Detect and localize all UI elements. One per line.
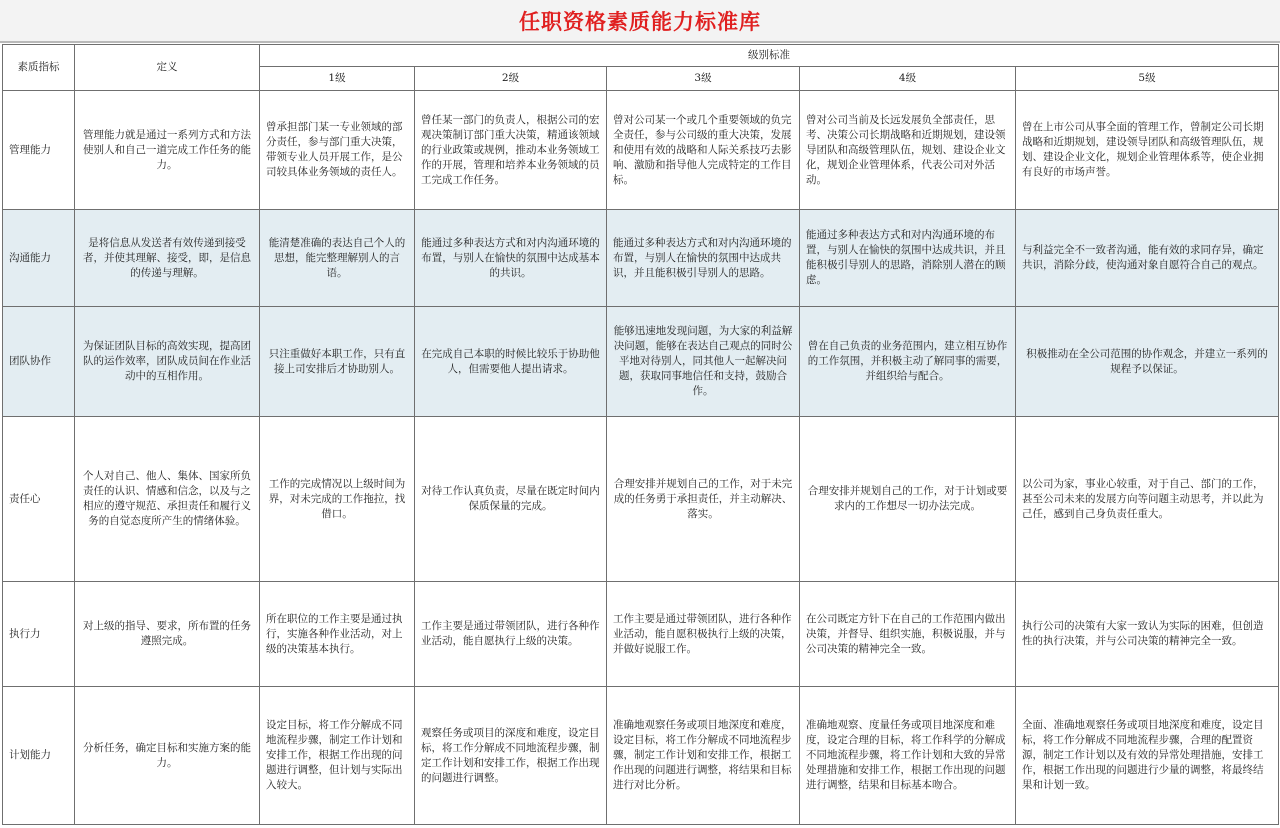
table-row <box>3 687 1279 825</box>
row-label: 沟通能力 <box>3 210 75 307</box>
level-cell: 曾对公司某一个或几个重要领域的负完全责任，参与公司级的重大决策，发展和使用有效的战略和人际关系技巧去影响、激励和指导他人完成特定的工作目标。 <box>607 91 800 210</box>
level-cell: 能通过多种表达方式和对内沟通环境的布置，与别人在愉快的氛围中达成基本的共识。 <box>415 210 607 307</box>
level-cell: 全面、准确地观察任务或项目地深度和难度，设定目标，将工作分解成不同地流程步骤，合理的配置资源，制定工作计划以及有效的异常处理措施，安排工作，根据工作出现的问题进行少量的调整，将最终结果和计划一致。 <box>1016 687 1279 825</box>
level-cell: 曾对公司当前及长远发展负全部责任，思考、决策公司长期战略和近期规划，建设领导团队和高级管理队伍，规划、建设企业文化，规划企业管理体系，代表公司对外活动。 <box>800 91 1016 210</box>
row-definition: 对上级的指导、要求，所布置的任务遵照完成。 <box>75 582 260 687</box>
level-cell: 所在职位的工作主要是通过执行，实施各种作业活动，对上级的决策基本执行。 <box>260 582 415 687</box>
header-level-3: 3级 <box>607 67 800 91</box>
level-cell: 与利益完全不一致者沟通，能有效的求同存异，确定共识，消除分歧，使沟通对象自愿符合自己的观点。 <box>1016 210 1279 307</box>
level-cell: 对待工作认真负责，尽量在既定时间内保质保量的完成。 <box>415 417 607 582</box>
level-cell: 设定目标，将工作分解成不同地流程步骤，制定工作计划和安排工作，根据工作出现的问题进行调整，但计划与实际出入较大。 <box>260 687 415 825</box>
level-cell: 工作主要是通过带领团队，进行各种作业活动，能自愿积极执行上级的决策，并做好说服工作。 <box>607 582 800 687</box>
header-level-5: 5级 <box>1016 67 1279 91</box>
level-cell: 只注重做好本职工作，只有直接上司安排后才协助别人。 <box>260 307 415 417</box>
row-label: 责任心 <box>3 417 75 582</box>
level-cell: 执行公司的决策有大家一致认为实际的困难，但创造性的执行决策，并与公司决策的精神完全一致。 <box>1016 582 1279 687</box>
level-cell: 积极推动在全公司范围的协作观念，并建立一系列的规程予以保证。 <box>1016 307 1279 417</box>
level-cell: 准确地观察任务或项目地深度和难度，设定目标，将工作分解成不同地流程步骤，制定工作计划和安排工作，根据工作出现的问题进行调整，将结果和目标进行对比分析。 <box>607 687 800 825</box>
competency-table <box>2 44 1279 825</box>
level-cell: 在完成自己本职的时候比较乐于协助他人，但需要他人提出请求。 <box>415 307 607 417</box>
table-row <box>3 417 1279 582</box>
level-cell: 以公司为家，事业心较重，对于自己、部门的工作，甚至公司未来的发展方向等问题主动思考，并以此为己任，感到自己身负责任重大。 <box>1016 417 1279 582</box>
level-cell: 准确地观察、度量任务或项目地深度和难度，设定合理的目标，将工作科学的分解成不同地流程步骤，将工作计划和大致的异常处理措施和安排工作，根据工作出现的问题进行调整，结果和目标基本吻合。 <box>800 687 1016 825</box>
title-bar <box>0 0 1280 43</box>
header-level-4: 4级 <box>800 67 1016 91</box>
table-row <box>3 307 1279 417</box>
row-label: 计划能力 <box>3 687 75 825</box>
level-cell: 曾在自己负责的业务范围内，建立相互协作的工作氛围，并积极主动了解同事的需要，并组织给与配合。 <box>800 307 1016 417</box>
level-cell: 合理安排并规划自己的工作，对于未完成的任务勇于承担责任，并主动解决、落实。 <box>607 417 800 582</box>
table-row <box>3 582 1279 687</box>
level-cell: 能通过多种表达方式和对内沟通环境的布置，与别人在愉快的氛围中达成共识，并且能积极引导别人的思路，消除别人潜在的顾虑。 <box>800 210 1016 307</box>
level-cell: 能清楚准确的表达自己个人的思想，能完整理解别人的言语。 <box>260 210 415 307</box>
level-cell: 在公司既定方针下在自己的工作范围内做出决策，并督导、组织实施，积极说服，并与公司决策的精神完全一致。 <box>800 582 1016 687</box>
header-row-top <box>3 45 1279 67</box>
row-label: 团队协作 <box>3 307 75 417</box>
row-definition: 分析任务，确定目标和实施方案的能力。 <box>75 687 260 825</box>
level-cell: 观察任务或项目的深度和难度，设定目标，将工作分解成不同地流程步骤，制定工作计划和安排工作，根据工作出现的问题进行调整。 <box>415 687 607 825</box>
row-label: 执行力 <box>3 582 75 687</box>
level-cell: 曾承担部门某一专业领域的部分责任，参与部门重大决策，带领专业人员开展工作，是公司较具体业务领域的责任人。 <box>260 91 415 210</box>
level-cell: 合理安排并规划自己的工作，对于计划或要求内的工作想尽一切办法完成。 <box>800 417 1016 582</box>
row-definition: 管理能力就是通过一系列方式和方法使别人和自己一道完成工作任务的能力。 <box>75 91 260 210</box>
table-row <box>3 210 1279 307</box>
level-cell: 工作主要是通过带领团队，进行各种作业活动，能自愿执行上级的决策。 <box>415 582 607 687</box>
row-definition: 为保证团队目标的高效实现，提高团队的运作效率，团队成员间在作业活动中的互相作用。 <box>75 307 260 417</box>
page-title: 任职资格素质能力标准库 <box>519 9 761 34</box>
level-cell: 能够迅速地发现问题，为大家的利益解决问题，能够在表达自己观点的同时公平地对待别人，同其他人一起解决问题，获取同事地信任和支持，鼓励合作。 <box>607 307 800 417</box>
level-cell: 工作的完成情况以上级时间为界，对未完成的工作拖拉，找借口。 <box>260 417 415 582</box>
row-label: 管理能力 <box>3 91 75 210</box>
header-level-standard: 级别标准 <box>260 45 1279 67</box>
level-cell: 能通过多种表达方式和对内沟通环境的布置，与别人在愉快的氛围中达成共识，并且能积极引导别人的思路。 <box>607 210 800 307</box>
header-level-2: 2级 <box>415 67 607 91</box>
level-cell: 曾任某一部门的负责人，根据公司的宏观决策制订部门重大决策，精通该领域的行业政策或规例，推动本业务领域工作的开展，管理和培养本业务领域的员工完成工作任务。 <box>415 91 607 210</box>
row-definition: 是将信息从发送者有效传递到接受者，并使其理解、接受，即，是信息的传递与理解。 <box>75 210 260 307</box>
row-definition: 个人对自己、他人、集体、国家所负责任的认识、情感和信念，以及与之相应的遵守规范、承担责任和履行义务的自觉态度所产生的情绪体验。 <box>75 417 260 582</box>
level-cell: 曾在上市公司从事全面的管理工作，曾制定公司长期战略和近期规划，建设领导团队和高级管理队伍，规划、建设企业文化，规划企业管理体系等，使企业拥有良好的市场声誉。 <box>1016 91 1279 210</box>
header-level-1: 1级 <box>260 67 415 91</box>
header-definition: 定义 <box>75 45 260 91</box>
header-indicator: 素质指标 <box>3 45 75 91</box>
table-row <box>3 91 1279 210</box>
